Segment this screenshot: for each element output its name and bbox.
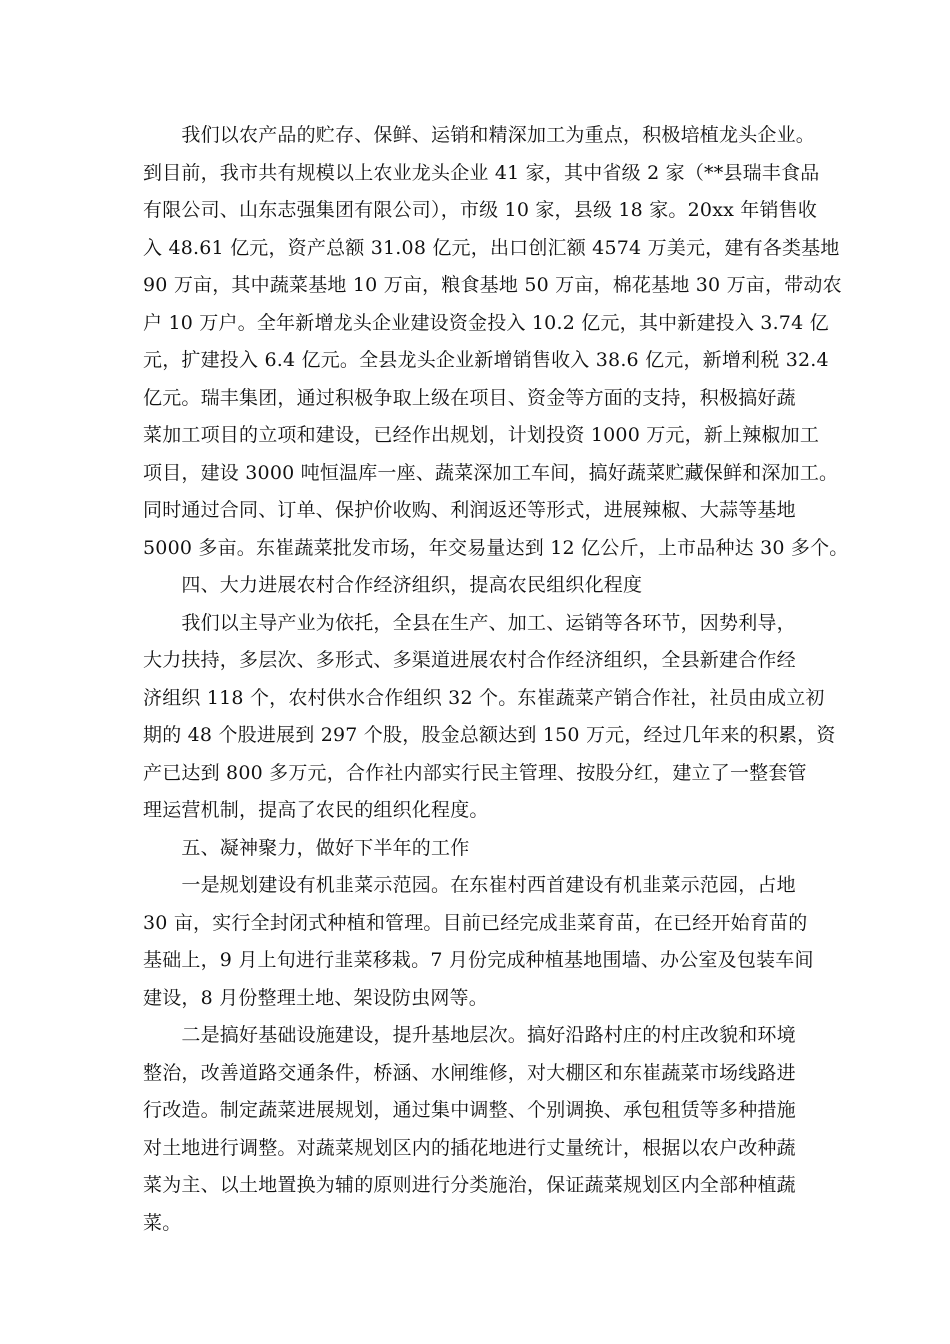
text-line: 济组织 118 个，农村供水合作组织 32 个。东崔蔬菜产销合作社，社员由成立初 (143, 686, 825, 709)
text-line: 基础上，9 月上旬进行韭菜移栽。7 月份完成种植基地围墙、办公室及包装车间 (143, 949, 814, 971)
text-line: 5000 多亩。东崔蔬菜批发市场，年交易量达到 12 亿公斤，上市品种达 30 多个。 (143, 536, 849, 559)
text-line: 对土地进行调整。对蔬菜规划区内的插花地进行丈量统计，根据以农户改种蔬 (143, 1136, 796, 1159)
text-line: 我们以农产品的贮存、保鲜、运销和精深加工为重点，积极培植龙头企业。 (143, 124, 816, 146)
text-line: 有限公司、山东志强集团有限公司），市级 10 家，县级 18 家。20xx 年销售收 (143, 199, 818, 221)
text-line: 一是规划建设有机韭菜示范园。在东崔村西首建设有机韭菜示范园，占地 (143, 874, 796, 896)
text-line: 项目，建设 3000 吨恒温库一座、蔬菜深加工车间，搞好蔬菜贮藏保鲜和深加工。 (143, 461, 839, 484)
text-line: 元，扩建投入 6.4 亿元。全县龙头企业新增销售收入 38.6 亿元，新增利税 32.4 (143, 349, 829, 371)
text-line: 菜为主、以土地置换为辅的原则进行分类施治，保证蔬菜规划区内全部种植蔬 (143, 1174, 796, 1196)
text-line: 整治，改善道路交通条件，桥涵、水闸维修，对大棚区和东崔蔬菜市场线路进 (143, 1061, 796, 1084)
text-line: 户 10 万户。全年新增龙头企业建设资金投入 10.2 亿元，其中新建投入 3.74 亿 (143, 311, 829, 334)
text-line: 产已达到 800 多万元，合作社内部实行民主管理、按股分红，建立了一整套管 (143, 761, 807, 784)
text-line: 菜。 (143, 1211, 182, 1234)
document-body (143, 117, 849, 1242)
text-line: 二是搞好基础设施建设，提升基地层次。搞好沿路村庄的村庄改貌和环境 (143, 1024, 796, 1046)
text-line: 同时通过合同、订单、保护价收购、利润返还等形式，进展辣椒、大蒜等基地 (143, 499, 796, 521)
text-line: 到目前，我市共有规模以上农业龙头企业 41 家，其中省级 2 家（**县瑞丰食品 (143, 161, 820, 184)
section-heading: 四、大力进展农村合作经济组织，提高农民组织化程度 (143, 574, 643, 596)
text-line: 菜加工项目的立项和建设，已经作出规划，计划投资 1000 万元，新上辣椒加工 (143, 424, 820, 446)
text-line: 建设，8 月份整理土地、架设防虫网等。 (143, 986, 488, 1009)
text-line: 90 万亩，其中蔬菜基地 10 万亩，粮食基地 50 万亩，棉花基地 30 万亩，带动农 (143, 274, 842, 296)
text-line: 亿元。瑞丰集团，通过积极争取上级在项目、资金等方面的支持，积极搞好蔬 (143, 386, 796, 409)
text-line: 我们以主导产业为依托，全县在生产、加工、运销等各环节，因势利导， (143, 611, 796, 634)
text-line: 大力扶持，多层次、多形式、多渠道进展农村合作经济组织，全县新建合作经 (143, 649, 796, 671)
text-line: 30 亩，实行全封闭式种植和管理。目前已经完成韭菜育苗，在已经开始育苗的 (143, 911, 808, 934)
text-line: 行改造。制定蔬菜进展规划，通过集中调整、个别调换、承包租赁等多种措施 (143, 1099, 796, 1121)
text-line: 理运营机制，提高了农民的组织化程度。 (143, 799, 489, 821)
text-line: 入 48.61 亿元，资产总额 31.08 亿元，出口创汇额 4574 万美元，建有各类基地 (143, 236, 840, 259)
text-line: 期的 48 个股进展到 297 个股，股金总额达到 150 万元，经过几年来的积累，资 (143, 724, 836, 746)
section-heading: 五、凝神聚力，做好下半年的工作 (143, 836, 470, 859)
